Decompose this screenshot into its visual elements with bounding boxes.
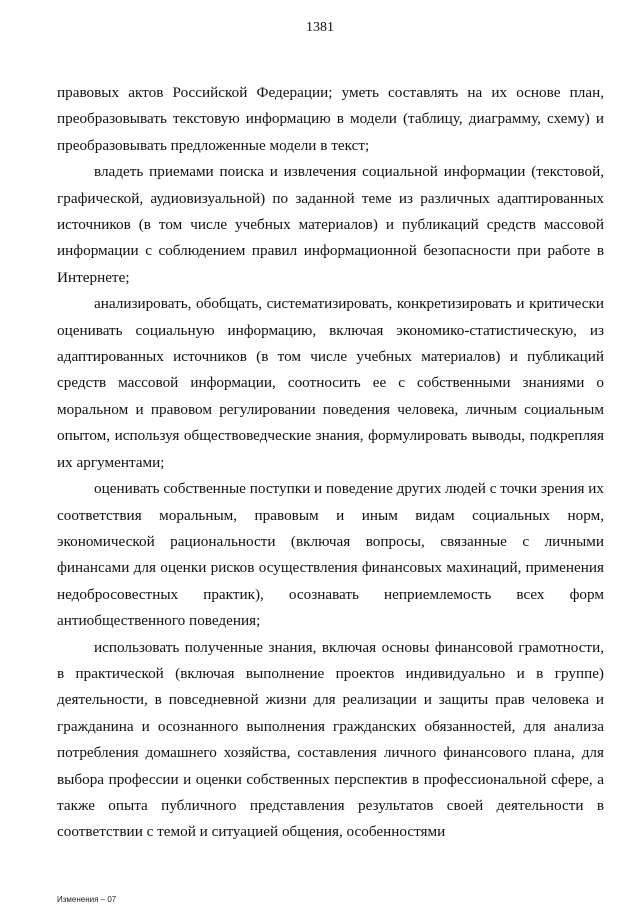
page-number: 1381 <box>306 20 334 35</box>
footer-revision-note: Изменения – 07 <box>57 895 117 904</box>
paragraph-analysis-skills: анализировать, обобщать, систематизировать, конкретизировать и критически оценивать социальную информацию, включая экономико-статистическую, из адаптированных источников (в том числе учебных материалов) и публикаций средств массовой информации, соотносить ее с собственными знаниями о моральном и правовом регулировании поведения человека, личным социальным опытом, используя обществоведческие знания, формулировать выводы, подкрепляя их аргументами; <box>57 295 604 471</box>
paragraph-continuation: правовых актов Российской Федерации; уметь составлять на их основе план, преобразовывать текстовую информацию в модели (таблицу, диаграмму, схему) и преобразовывать предложенные модели в текст; <box>57 84 604 154</box>
document-body <box>57 80 604 846</box>
paragraph-evaluation-skills: оценивать собственные поступки и поведение других людей с точки зрения их соответствия моральным, правовым и иным видам социальных норм, экономической рациональности (включая вопросы, связанные с личными финансами для оценки рисков осуществления финансовых махинаций, применения недобросовестных практик), осознавать неприемлемость всех форм антиобщественного поведения; <box>57 480 604 630</box>
paragraph-search-skills: владеть приемами поиска и извлечения социальной информации (текстовой, графической, аудиовизуальной) по заданной теме из различных адаптированных источников (в том числе учебных материалов) и публикаций средств массовой информации с соблюдением правил информационной безопасности при работе в Интернете; <box>57 163 604 286</box>
paragraph-application-skills: использовать полученные знания, включая основы финансовой грамотности, в практической (включая выполнение проектов индивидуально и в группе) деятельности, в повседневной жизни для реализации и защиты прав человека и гражданина и осознанного выполнения гражданских обязанностей, для анализа потребления домашнего хозяйства, составления личного финансового плана, для выбора профессии и оценки собственных перспектив в профессиональной сфере, а также опыта публичного представления результатов своей деятельности в соответствии с темой и ситуацией общения, особенностями <box>57 638 604 841</box>
